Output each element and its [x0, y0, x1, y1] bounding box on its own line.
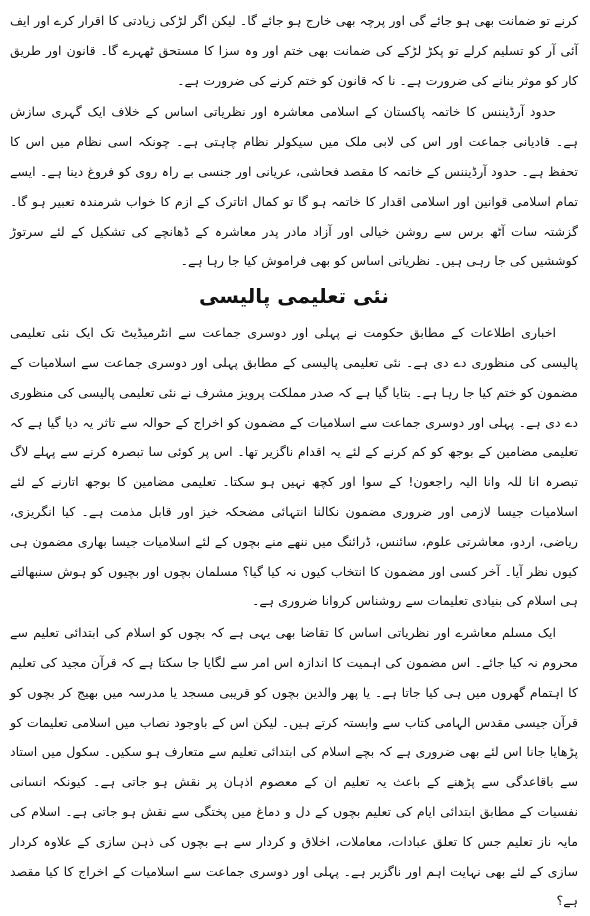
paragraph-islamic-education: ایک مسلم معاشرے اور نظریاتی اساس کا تقاضا بھی یہی ہے کہ بچوں کو اسلام کی ابتدائی تعلیم سے محروم نہ کیا جائے۔ اس مضمون کی اہمیت کا اندازہ اس امر سے لگایا جا سکتا ہے کہ قرآن مجید کی تعلیم کا اہتمام گھروں میں ہی کیا جاتا ہے۔ یا پھر والدین بچوں کو قریبی مسجد یا مدرسہ میں بھیج کر بچوں کو قرآن جیسی مقدس الہامی کتاب سے وابستہ کرتے ہیں۔ لیکن اس کے باوجود نصاب میں اسلامی تعلیمات کو پڑھایا جانا اس لئے بھی ضروری ہے کہ بچے اسلام کی ابتدائی تعلیم سے متعارف ہو سکیں۔ سکول میں استاد سے باقاعدگی سے پڑھنے کے باعث یہ تعلیم ان کے معصوم اذہان پر نقش ہو جاتی ہے۔ کیونکہ انسانی نفسیات کے مطابق ابتدائی ایام کی تعلیم بچوں کے دل و دماغ میں پختگی سے نقش ہو جاتی ہے۔ اسلام کی مایہ ناز تعلیم جس کا تعلق عبادات، معاملات، اخلاق و کردار سے ہے بچوں کی ذہن سازی کے علاوہ کردار سازی کے لئے بھی نہایت اہم اور ناگزیر ہے۔ پہلی اور دوسری جماعت سے اسلامیات کے اخراج کا کیا مقصد ہے؟ — [10, 625, 578, 909]
section-heading: نئی تعلیمی پالیسی — [199, 284, 389, 309]
paragraph-ordinance-conspiracy: حدود آرڈیننس کا خاتمہ پاکستان کے اسلامی معاشرہ اور نظریاتی اساس کے خلاف ایک گہری سازش ہے۔ قادیانی جماعت اور اس کی لابی ملک میں سیکولر نظام چاہتی ہے۔ چونکہ اسی نظام میں اس کا تحفظ ہے۔ حدود آرڈیننس کے خاتمہ کا مقصد فحاشی، عریانی اور جنسی بے راہ روی کو فروغ دینا ہے۔ ایسے تمام اسلامی قوانین اور اسلامی اقدار کا خاتمہ ہو گا تو کمال اتاترک کے ازم کا خواب شرمندہ تعبیر ہو گا۔ گزشتہ سات آٹھ برس سے روشن خیالی اور آزاد مادر پدر معاشرہ کے ڈھانچے کی تشکیل کے لئے سرتوڑ کوششیں کی جا رہی ہیں۔ نظریاتی اساس کو بھی فراموش کیا جا رہا ہے۔ — [10, 104, 578, 269]
paragraph-education-policy: اخباری اطلاعات کے مطابق حکومت نے پہلی اور دوسری جماعت سے انٹرمیڈیٹ تک ایک نئی تعلیمی پالیسی کی منظوری دے دی ہے۔ نئی تعلیمی پالیسی کے مطابق پہلی اور دوسری جماعت سے اسلامیات کے مضمون کو ختم کیا جا رہا ہے۔ بتایا گیا ہے کہ صدر مملکت پرویز مشرف نے نئی تعلیمی پالیسی کی منظوری دے دی ہے۔ پہلی اور دوسری جماعت سے اسلامیات کے مضمون کو اخراج کے حوالہ سے تاثر یہ دیا گیا ہے کہ تعلیمی مضامین کے بوجھ کو کم کرنے کے لئے یہ اقدام ناگزیر تھا۔ اس پر کوئی سا تبصرہ کرنے سے پہلے لاگ تبصرہ انا للہ وانا الیہ راجعون! کے سوا اور کچھ نہیں ہو سکتا۔ تعلیمی مضامین کا بوجھ اتارنے کے لئے اسلامیات جیسا لازمی اور ضروری مضمون نکالنا انتہائی مضحکہ خیز اور قابل مذمت ہے۔ کیا انگریزی، ریاضی، اردو، معاشرتی علوم، سائنس، ڈرائنگ میں ننھے منے بچوں کے لئے اسلامیات جیسا بھاری مضمون ہی کیوں نظر آیا۔ آخر کسی اور مضمون کا انتخاب کیوں نہ کیا گیا؟ مسلمان بچوں اور بچیوں کو ہوش سنبھالتے ہی اسلام کی بنیادی تعلیمات سے روشناس کروانا ضروری ہے۔ — [10, 325, 578, 609]
paragraph-ordinance-law: کرنے تو ضمانت بھی ہو جائے گی اور پرچہ بھی خارج ہو جائے گا۔ لیکن اگر لڑکی زیادتی کا اقرار کرے اور ایف آئی آر کو تسلیم کرلے تو پکڑ لڑکے کی ضمانت بھی ختم اور وہ سزا کا مستحق ٹھہرے گا۔ قانون اور طریق کار کو موثر بنانے کی ضرورت ہے۔ نا کہ قانون کو ختم کرنے کی ضرورت ہے۔ — [10, 13, 578, 88]
